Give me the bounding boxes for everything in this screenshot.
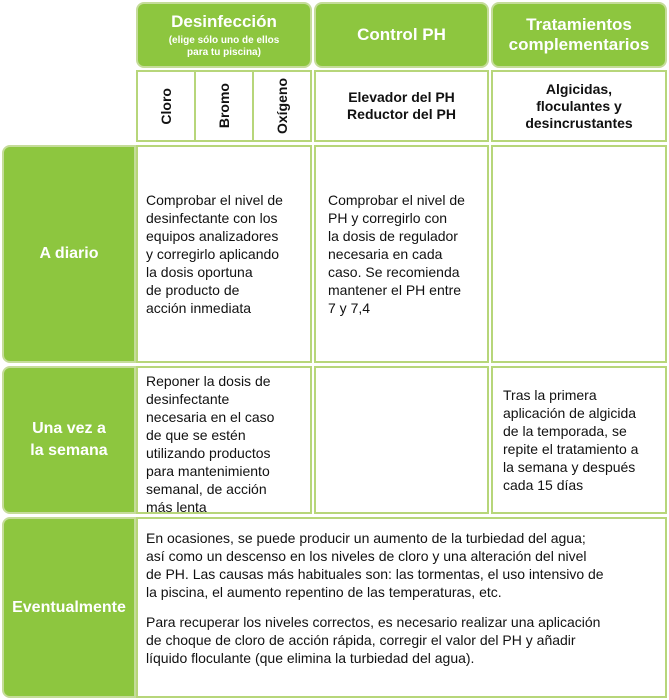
subheader-tratamientos	[491, 70, 667, 142]
subheader-control-ph	[314, 70, 489, 142]
subheader-tratamientos-label: Algicidas, floculantes y desincrustantes	[525, 80, 633, 131]
row-semana-label: Una vez a la semana	[30, 420, 108, 459]
subheader-bromo	[194, 70, 254, 142]
cell-semana-desinfeccion	[136, 366, 312, 514]
cell-eventualmente	[136, 517, 667, 698]
header-control-ph	[314, 2, 489, 68]
subheader-cloro	[136, 70, 196, 142]
header-tratamientos	[491, 2, 667, 68]
cell-semana-desinfeccion-text: Reponer la dosis de desinfectante necesaria en el caso de que se estén utilizando productos para mantenimiento semanal, de acción más lenta	[146, 373, 275, 515]
subheader-bromo-label: Bromo	[216, 83, 232, 129]
header-desinfeccion-title: Desinfección	[171, 11, 277, 31]
cell-semana-control-ph	[314, 366, 489, 514]
eventualmente-paragraph-2: Para recuperar los niveles correctos, es necesario realizar una aplicación de choque de cloro de acción rápida, corregir el valor del PH y añadir líquido floculante (que elimina la turbiedad del agua).	[146, 614, 601, 666]
subheader-cloro-label: Cloro	[158, 87, 174, 125]
cell-a-diario-control-ph-text: Comprobar el nivel de PH y corregirlo con la dosis de regulador necesaria en cada caso. Se recomienda mantener el PH entre 7 y 7,4	[328, 192, 465, 316]
eventualmente-paragraph-1: En ocasiones, se puede producir un aumento de la turbiedad del agua; así como un descenso en los niveles de cloro y una alteración del nivel de PH. Las causas más habituales son: las tormentas, el uso intensivo de la piscina, el aumento repentino de las temperaturas, etc.	[146, 530, 604, 600]
cell-semana-tratamientos	[491, 366, 667, 514]
row-label-semana	[2, 366, 136, 514]
row-eventualmente-label: Eventualmente	[12, 598, 126, 616]
row-a-diario-label: A diario	[39, 245, 99, 263]
cell-a-diario-control-ph	[314, 145, 489, 363]
subheader-oxigeno-label: Oxígeno	[274, 77, 290, 134]
subheader-oxigeno	[252, 70, 312, 142]
row-label-a-diario	[2, 145, 136, 363]
cell-a-diario-desinfeccion	[136, 145, 312, 363]
subheader-control-ph-label: Elevador del PH Reductor del PH	[347, 89, 456, 122]
header-control-ph-title: Control PH	[357, 25, 446, 44]
cell-a-diario-tratamientos	[491, 145, 667, 363]
header-desinfeccion-subtitle: (elige sólo uno de ellos para tu piscina)	[168, 34, 280, 58]
header-tratamientos-title: Tratamientos complementarios	[508, 15, 650, 54]
row-label-eventualmente	[2, 517, 136, 698]
cell-semana-tratamientos-text: Tras la primera aplicación de algicida de la temporada, se repite el tratamiento a la semana y después cada 15 días	[503, 387, 639, 493]
header-desinfeccion	[136, 2, 312, 68]
cell-a-diario-desinfeccion-text: Comprobar el nivel de desinfectante con los equipos analizadores y corregirlo aplicando la dosis oportuna de producto de acción inmediata	[146, 192, 283, 316]
